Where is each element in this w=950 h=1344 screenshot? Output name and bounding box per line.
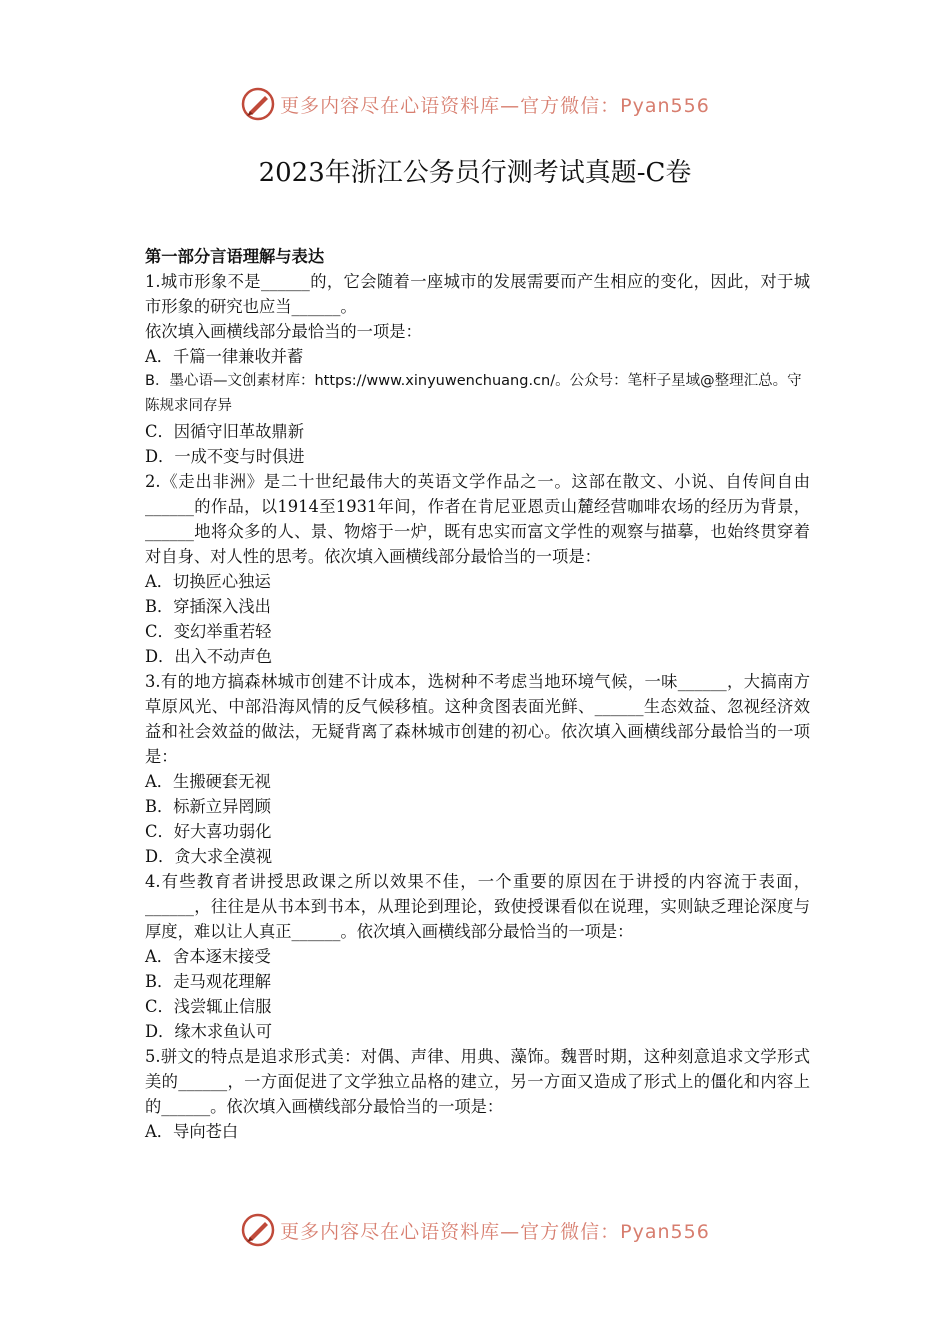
option-c: C．好大喜功弱化 xyxy=(145,822,272,841)
option-a: A．生搬硬套无视 xyxy=(145,772,271,791)
option-d: D．一成不变与时俱进 xyxy=(145,447,305,466)
question-5 xyxy=(145,1044,810,1144)
question-stem: 4.有些教育者讲授思政课之所以效果不佳，一个重要的原因在于讲授的内容流于表面，______，往往是从书本到书本，从理论到理论，致使授课看似在说理，实则缺乏理论深度与厚度，难以让人真正______。依次填入画横线部分最恰当的一项是： xyxy=(145,872,810,941)
option-b: B．穿插深入浅出 xyxy=(145,597,271,616)
option-c: C．浅尝辄止信服 xyxy=(145,997,272,1016)
option-a: A．千篇一律兼收并蓄 xyxy=(145,347,304,366)
option-d: D．出入不动声色 xyxy=(145,647,273,666)
question-prompt: 依次填入画横线部分最恰当的一项是： xyxy=(145,322,422,341)
option-d: D．贪大求全漠视 xyxy=(145,847,273,866)
section-title: 第一部分言语理解与表达 xyxy=(145,247,325,266)
document-body xyxy=(145,244,810,1144)
header-banner xyxy=(0,84,950,124)
option-b: B．墨心语—文创素材库：https://www.xinyuwenchuang.cn/。公众号：笔杆子星域@整理汇总。守陈规求同存异 xyxy=(145,373,802,414)
pen-nib-logo-icon xyxy=(240,1212,276,1248)
pen-nib-logo-icon xyxy=(240,86,276,122)
option-c: C．变幻举重若轻 xyxy=(145,622,272,641)
document-title: 2023年浙江公务员行测考试真题-C卷 xyxy=(258,158,692,188)
question-stem: 3.有的地方搞森林城市创建不计成本，选树种不考虑当地环境气候，一味______，大搞南方草原风光、中部沿海风情的反气候移植。这种贪图表面光鲜、______生态效益、忽视经济效益和社会效益的做法，无疑背离了森林城市创建的初心。依次填入画横线部分最恰当的一项是： xyxy=(145,672,810,766)
question-1 xyxy=(145,269,810,469)
option-a: A．舍本逐末接受 xyxy=(145,947,271,966)
question-stem: 5.骈文的特点是追求形式美：对偶、声律、用典、藻饰。魏晋时期，这种刻意追求文学形式美的______，一方面促进了文学独立品格的建立，另一方面又造成了形式上的僵化和内容上的______。依次填入画横线部分最恰当的一项是： xyxy=(145,1047,810,1116)
option-b: B．走马观花理解 xyxy=(145,972,271,991)
question-4 xyxy=(145,869,810,1044)
option-a: A．导向苍白 xyxy=(145,1122,239,1141)
option-d: D．缘木求鱼认可 xyxy=(145,1022,273,1041)
question-stem: 1.城市形象不是______的，它会随着一座城市的发展需要而产生相应的变化，因此，对于城市形象的研究也应当______。 xyxy=(145,272,810,316)
question-3 xyxy=(145,669,810,869)
footer-banner xyxy=(0,1210,950,1250)
option-a: A．切换匠心独运 xyxy=(145,572,271,591)
header-banner-text: 更多内容尽在心语资料库—官方微信：Pyan556 xyxy=(280,94,710,117)
question-2 xyxy=(145,469,810,669)
option-c: C．因循守旧革故鼎新 xyxy=(145,422,304,441)
option-b: B．标新立异罔顾 xyxy=(145,797,271,816)
footer-banner-text: 更多内容尽在心语资料库—官方微信：Pyan556 xyxy=(280,1220,710,1243)
question-stem: 2.《走出非洲》是二十世纪最伟大的英语文学作品之一。这部在散文、小说、自传间自由______的作品，以1914至1931年间，作者在肯尼亚恩贡山麓经营咖啡农场的经历为背景，______地将众多的人、景、物熔于一炉，既有忠实而富文学性的观察与描摹，也始终贯穿着对自身、对人性的思考。依次填入画横线部分最恰当的一项是： xyxy=(145,472,810,566)
